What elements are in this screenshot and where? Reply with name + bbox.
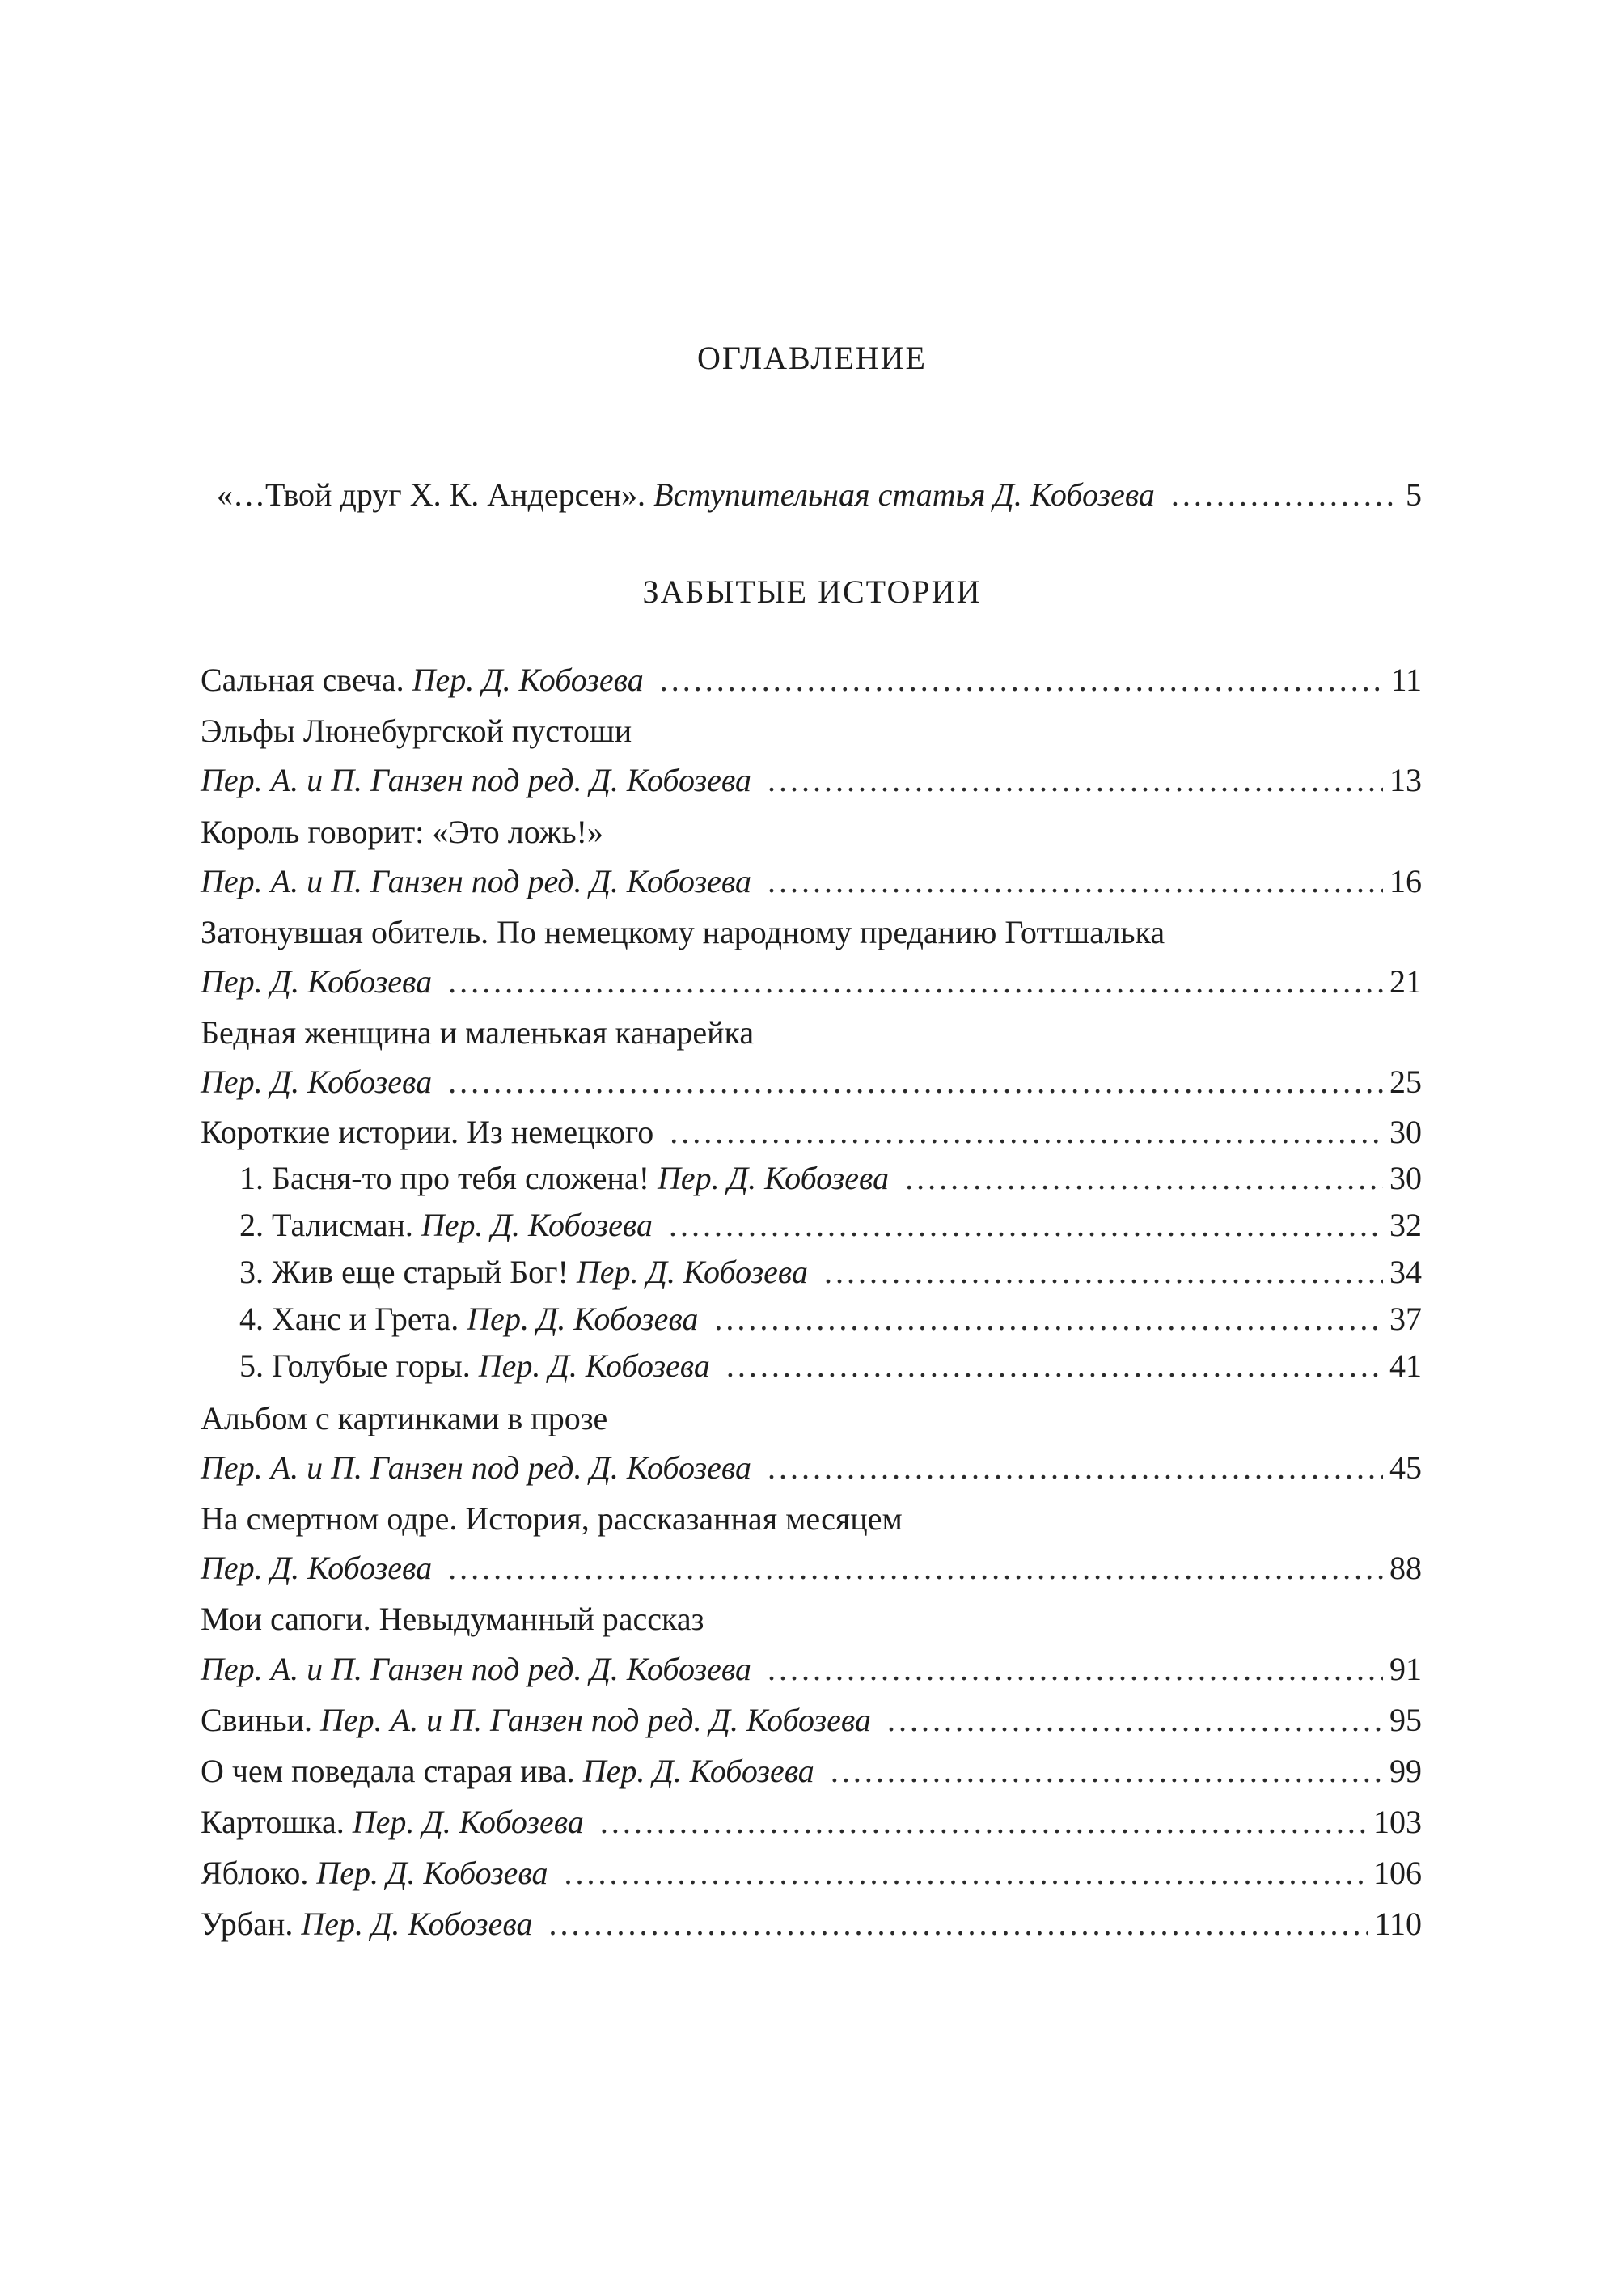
- entry-title: [239, 1201, 653, 1250]
- dot-leader: [448, 1544, 1383, 1593]
- entry-title-text: Яблоко.: [201, 1855, 309, 1891]
- entry-translator: Пер. Д. Кобозева: [421, 1207, 653, 1243]
- entry-title-line[interactable]: Король говорит: «Это ложь!»: [201, 814, 603, 850]
- toc-entry[interactable]: [201, 1900, 1422, 1948]
- entry-title-text: 3. Жив еще старый Бог!: [239, 1254, 569, 1290]
- entry-title: [201, 1696, 871, 1745]
- entry-page-number: 99: [1389, 1753, 1422, 1789]
- entry-page-number: 30: [1389, 1160, 1422, 1196]
- entry-page-number: 32: [1389, 1207, 1422, 1243]
- dot-leader: [768, 857, 1383, 906]
- entry-translator: Пер. Д. Кобозева: [582, 1753, 814, 1789]
- dot-leader: [831, 1747, 1383, 1796]
- entry-page-number: 13: [1389, 762, 1422, 798]
- entry-title: [201, 756, 751, 805]
- dot-leader: [768, 1645, 1383, 1694]
- entry-title: [239, 1295, 698, 1343]
- entry-title-line[interactable]: Мои сапоги. Невыдуманный рассказ: [201, 1601, 704, 1637]
- entry-page-number: 41: [1389, 1347, 1422, 1384]
- entry-title-text: О чем поведала старая ива.: [201, 1753, 575, 1789]
- toc-subentry[interactable]: [239, 1342, 1422, 1390]
- entry-translator: Пер. Д. Кобозева: [412, 662, 644, 698]
- entry-title: [217, 471, 1155, 519]
- toc-entry[interactable]: [201, 1645, 1422, 1694]
- toc-entry[interactable]: [201, 1747, 1422, 1796]
- entry-title: [201, 1444, 751, 1492]
- entry-title-line[interactable]: Эльфы Люнебургской пустоши: [201, 713, 632, 749]
- toc-heading: ОГЛАВЛЕНИЕ: [697, 340, 927, 376]
- entry-title: [201, 1798, 584, 1847]
- dot-leader: [726, 1342, 1383, 1390]
- entry-translator: Пер. А. и П. Ганзен под ред. Д. Кобозева: [201, 1449, 751, 1486]
- dot-leader: [448, 958, 1383, 1006]
- dot-leader: [669, 1201, 1383, 1250]
- entry-translator: Пер. А. и П. Ганзен под ред. Д. Кобозева: [201, 762, 751, 798]
- entry-page-number: 11: [1390, 662, 1422, 698]
- toc-entry[interactable]: [201, 1849, 1422, 1897]
- entry-translator: Пер. Д. Кобозева: [201, 1064, 433, 1100]
- entry-translator: Пер. Д. Кобозева: [201, 963, 433, 1000]
- entry-title: [201, 1645, 751, 1694]
- entry-title: [201, 1849, 548, 1897]
- entry-title: [239, 1342, 710, 1390]
- toc-entry-intro[interactable]: [217, 471, 1422, 519]
- entry-page-number: 103: [1373, 1804, 1422, 1840]
- dot-leader: [660, 656, 1385, 704]
- entry-title: [201, 1058, 432, 1106]
- dot-leader: [670, 1108, 1383, 1157]
- entry-title: [201, 1544, 432, 1593]
- entry-page-number: 95: [1389, 1702, 1422, 1738]
- entry-translator: Пер. А. и П. Ганзен под ред. Д. Кобозева: [201, 1651, 751, 1687]
- entry-page-number: 91: [1389, 1651, 1422, 1687]
- section-heading: ЗАБЫТЫЕ ИСТОРИИ: [642, 573, 982, 610]
- entry-translator: Пер. Д. Кобозева: [301, 1906, 533, 1942]
- entry-page-number: 30: [1389, 1114, 1422, 1150]
- toc-entry[interactable]: [201, 1696, 1422, 1745]
- toc-entry[interactable]: [201, 1544, 1422, 1593]
- toc-entry[interactable]: [201, 1108, 1422, 1157]
- entry-title-line[interactable]: Затонувшая обитель. По немецкому народному преданию Готтшалька: [201, 914, 1165, 950]
- dot-leader: [905, 1154, 1383, 1203]
- toc-subentry[interactable]: [239, 1201, 1422, 1250]
- entry-translator: Пер. А. и П. Ганзен под ред. Д. Кобозева: [320, 1702, 871, 1738]
- entry-translator: Пер. А. и П. Ганзен под ред. Д. Кобозева: [201, 863, 751, 899]
- entry-title: [239, 1248, 808, 1297]
- entry-title-line[interactable]: На смертном одре. История, рассказанная месяцем: [201, 1500, 903, 1537]
- entry-page-number: 106: [1373, 1855, 1422, 1891]
- dot-leader: [714, 1295, 1383, 1343]
- entry-title: [201, 857, 751, 906]
- toc-entry[interactable]: [201, 1798, 1422, 1847]
- dot-leader: [768, 1444, 1383, 1492]
- entry-translator: Вступительная статья Д. Кобозева: [653, 476, 1155, 513]
- entry-page-number: 45: [1389, 1449, 1422, 1486]
- entry-title: Короткие истории. Из немецкого: [201, 1114, 654, 1150]
- entry-translator: Пер. Д. Кобозева: [658, 1160, 890, 1196]
- entry-page-number: 21: [1389, 963, 1422, 1000]
- entry-title-text: 5. Голубые горы.: [239, 1347, 471, 1384]
- entry-page-number: 25: [1389, 1064, 1422, 1100]
- dot-leader: [824, 1248, 1383, 1297]
- toc-subentry[interactable]: [239, 1248, 1422, 1297]
- toc-entry[interactable]: [201, 958, 1422, 1006]
- entry-page-number: 88: [1389, 1550, 1422, 1586]
- entry-title-text: Урбан.: [201, 1906, 294, 1942]
- entry-translator: Пер. Д. Кобозева: [478, 1347, 710, 1384]
- entry-title: [201, 1900, 532, 1948]
- toc-subentry[interactable]: [239, 1295, 1422, 1343]
- entry-page-number: 34: [1389, 1254, 1422, 1290]
- entry-title: [201, 958, 432, 1006]
- entry-title-text: Сальная свеча.: [201, 662, 404, 698]
- entry-translator: Пер. Д. Кобозева: [201, 1550, 433, 1586]
- dot-leader: [887, 1696, 1383, 1745]
- entry-translator: Пер. Д. Кобозева: [352, 1804, 584, 1840]
- toc-subentry[interactable]: [239, 1154, 1422, 1203]
- entry-title-text: 4. Ханс и Грета.: [239, 1301, 459, 1337]
- entry-title: [239, 1154, 889, 1203]
- dot-leader: [1171, 471, 1399, 519]
- toc-entry[interactable]: [201, 857, 1422, 906]
- entry-title-line[interactable]: Бедная женщина и маленькая канарейка: [201, 1014, 755, 1051]
- entry-title: [201, 1747, 814, 1796]
- toc-entry[interactable]: [201, 656, 1422, 704]
- entry-translator: Пер. Д. Кобозева: [316, 1855, 548, 1891]
- toc-entry[interactable]: [201, 1444, 1422, 1492]
- entry-translator: Пер. Д. Кобозева: [467, 1301, 699, 1337]
- toc-entry[interactable]: [201, 1058, 1422, 1106]
- dot-leader: [768, 756, 1383, 805]
- entry-title-text: «…Твой друг Х. К. Андерсен».: [217, 476, 646, 513]
- dot-leader: [565, 1849, 1367, 1897]
- dot-leader: [548, 1900, 1368, 1948]
- entry-page-number: 5: [1406, 476, 1422, 513]
- toc-entry[interactable]: [201, 756, 1422, 805]
- entry-translator: Пер. Д. Кобозева: [576, 1254, 809, 1290]
- entry-title-text: Свиньи.: [201, 1702, 313, 1738]
- entry-page-number: 37: [1389, 1301, 1422, 1337]
- dot-leader: [448, 1058, 1383, 1106]
- entry-page-number: 16: [1389, 863, 1422, 899]
- entry-title-text: 1. Басня-то про тебя сложена!: [239, 1160, 650, 1196]
- entry-page-number: 110: [1374, 1906, 1422, 1942]
- entry-title-text: Картошка.: [201, 1804, 345, 1840]
- entry-title: [201, 656, 644, 704]
- entry-title-line[interactable]: Альбом с картинками в прозе: [201, 1400, 608, 1436]
- entry-title-text: 2. Талисман.: [239, 1207, 413, 1243]
- dot-leader: [600, 1798, 1367, 1847]
